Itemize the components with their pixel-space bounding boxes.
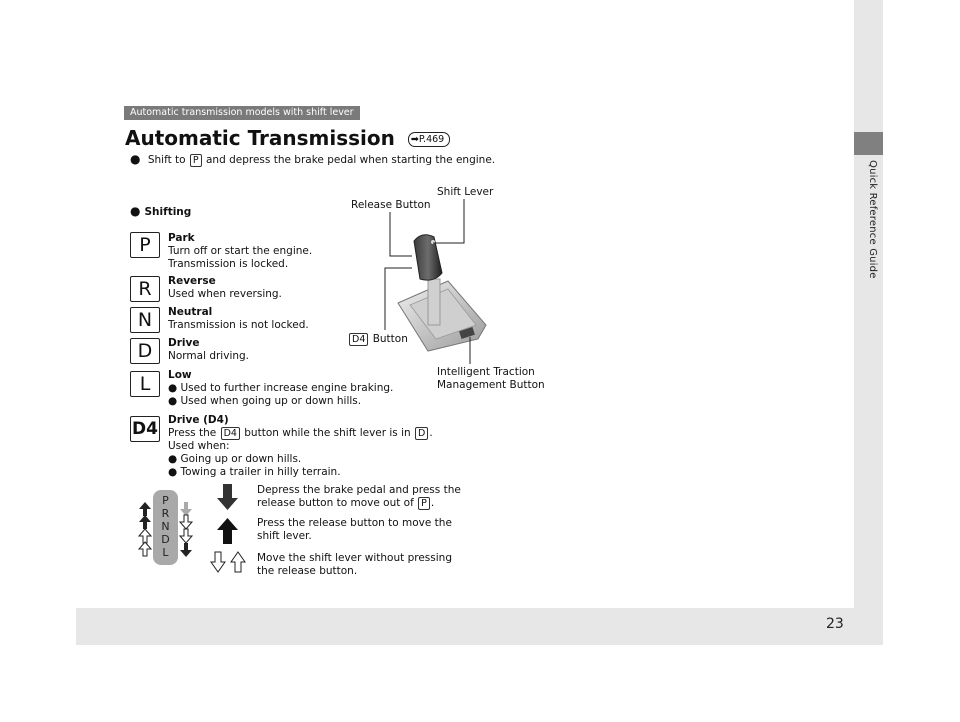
legend-icons: [210, 484, 250, 580]
gate-letter: N: [161, 520, 170, 533]
legend-line: Move the shift lever without pressing: [257, 552, 452, 564]
itm-line: Intelligent Traction: [437, 366, 535, 378]
gear-l-icon: L: [130, 371, 160, 397]
gear-d-icon: D: [130, 338, 160, 364]
itm-button-label: [437, 366, 545, 392]
solid-down-arrow-icon: [217, 484, 238, 510]
d4-text-a: Press the: [168, 427, 217, 439]
gear-name: Reverse: [168, 275, 216, 287]
page-ref-arrow-icon: ➡: [410, 134, 419, 145]
legend-line: shift lever.: [257, 530, 312, 542]
gear-r-icon: R: [130, 276, 160, 302]
gear-line: Turn off or start the engine.: [168, 245, 313, 257]
gear-name: Neutral: [168, 306, 213, 318]
legend-line: [257, 497, 461, 510]
d4-button-text: Button: [372, 333, 408, 345]
gear-d4-icon: D4: [130, 416, 160, 442]
legend-line: the release button.: [257, 565, 358, 577]
intro-prefix: Shift to: [147, 154, 186, 166]
solid-up-arrow-icon: [139, 502, 151, 516]
gear-line: Used when:: [168, 440, 230, 452]
chapter-label: Quick Reference Guide: [867, 160, 878, 279]
gear-line-text: Towing a trailer in hilly terrain.: [180, 466, 341, 478]
gear-name: Park: [168, 232, 195, 244]
shifting-heading-text: Shifting: [144, 206, 192, 218]
title-text: Automatic Transmission: [125, 126, 395, 150]
outline-up-arrow-icon: [231, 552, 245, 572]
bullet-icon: ●: [168, 382, 181, 394]
legend-line-text: release button to move out of: [257, 497, 414, 509]
key-p: P: [418, 497, 430, 510]
gear-line-text: Going up or down hills.: [180, 453, 302, 465]
outline-down-arrow-icon: [180, 529, 192, 543]
bullet-icon: ●: [168, 453, 181, 465]
bullet-icon: ●: [168, 395, 181, 407]
legend-line: Press the release button to move the: [257, 517, 452, 529]
gear-line: Transmission is not locked.: [168, 319, 309, 331]
release-button-label: Release Button: [351, 199, 431, 211]
gate-letter: L: [162, 546, 169, 559]
gear-line-text: Used to further increase engine braking.: [180, 382, 394, 394]
d4-button-label: [348, 333, 408, 346]
shift-lever-label: Shift Lever: [437, 186, 494, 198]
solid-up-arrow-icon: [139, 515, 151, 529]
legend-line: Depress the brake pedal and press the: [257, 484, 461, 496]
key-p: P: [190, 154, 202, 167]
gate-letter: R: [161, 507, 170, 520]
gear-name: Low: [168, 369, 192, 381]
gear-line: Normal driving.: [168, 350, 250, 362]
key-d: D: [415, 427, 428, 440]
outline-down-arrow-icon: [180, 515, 192, 529]
bullet-icon: ●: [130, 204, 141, 218]
outline-up-arrow-icon: [139, 529, 151, 543]
gear-name: Drive: [168, 337, 200, 349]
itm-line: Management Button: [437, 379, 545, 391]
gear-name: Drive (D4): [168, 414, 229, 426]
outline-down-arrow-icon: [211, 552, 225, 572]
key-d4: D4: [221, 427, 240, 440]
page-number: 23: [826, 616, 844, 632]
legend-item-move: [257, 552, 452, 578]
gate-letter: D: [161, 533, 170, 546]
gate-arrows: [136, 500, 196, 560]
legend-line-text: .: [430, 497, 435, 509]
bullet-icon: ●: [168, 466, 181, 478]
intro-suffix: and depress the brake pedal when starting the engine.: [206, 154, 496, 166]
solid-down-arrow-icon: [180, 502, 192, 516]
gate-letter: P: [162, 494, 169, 507]
bullet-icon: ●: [130, 152, 141, 166]
legend-item-press: [257, 517, 452, 543]
outline-up-arrow-icon: [139, 542, 151, 556]
gear-line: Used when reversing.: [168, 288, 282, 300]
solid-up-arrow-icon: [217, 518, 238, 544]
gear-line-text: Used when going up or down hills.: [180, 395, 362, 407]
d4-text-c: .: [429, 427, 433, 439]
legend-item-depress: [257, 484, 461, 510]
gear-n-icon: N: [130, 307, 160, 333]
gear-p-icon: P: [130, 232, 160, 258]
solid-down-arrow-icon: [180, 543, 192, 557]
gear-line: Transmission is locked.: [168, 258, 289, 270]
page-ref-text: P.469: [418, 134, 445, 145]
d4-text-b: button while the shift lever is in: [244, 427, 411, 439]
model-badge: Automatic transmission models with shift lever: [124, 106, 360, 120]
key-d4: D4: [349, 333, 368, 346]
